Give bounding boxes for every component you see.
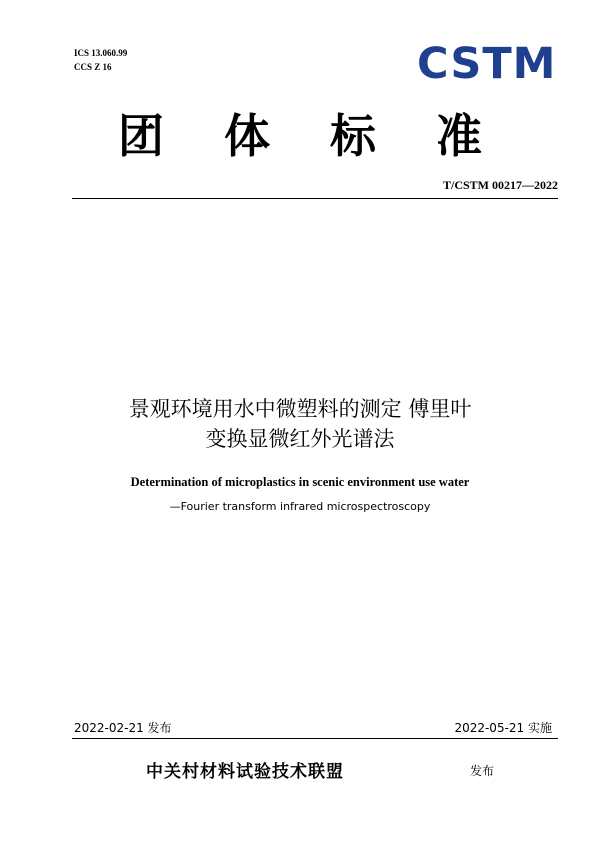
chinese-title-line-1: 景观环境用水中微塑料的测定 傅里叶: [128, 397, 472, 421]
publisher-name: 中关村材料试验技术联盟: [146, 762, 344, 782]
standard-number: T/CSTM 00217—2022: [442, 178, 558, 192]
english-title-line-1: Determination of microplastics in scenic environment use water: [130, 475, 470, 489]
classification-codes: [74, 46, 127, 74]
publish-label: 发布: [470, 764, 495, 778]
ccs-code: CCS Z 16: [74, 62, 112, 72]
issue-date: 2022-02-21 发布: [74, 721, 172, 735]
ics-code: ICS 13.060.99: [74, 48, 128, 58]
english-title-line-2: —Fourier transform infrared microspectroscopy: [169, 500, 431, 513]
cstm-logo-text: CSTM: [417, 40, 557, 82]
chinese-title-line-2: 变换显微红外光谱法: [205, 427, 395, 451]
cstm-logo: [417, 40, 557, 82]
implementation-date: 2022-05-21 实施: [454, 721, 552, 735]
header-divider: [72, 198, 558, 199]
document-type-title: 团 体 标 准: [117, 109, 505, 163]
footer-divider: [72, 738, 558, 739]
